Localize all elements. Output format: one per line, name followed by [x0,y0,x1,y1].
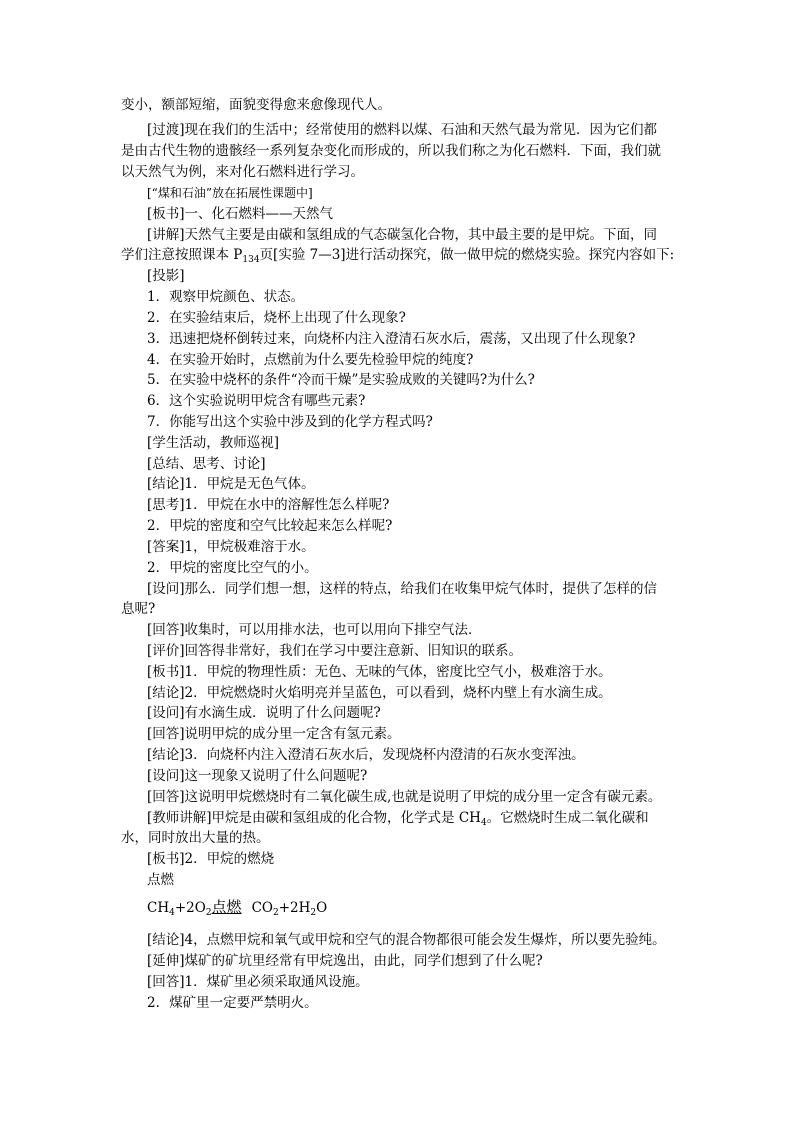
text-span: 页[实验 7—3]进行活动探究，做一做甲烷的燃烧实验。探究内容如下: [259,247,675,263]
text-line: 变小，额部短缩，面貌变得愈来愈像现代人。 [121,97,391,113]
subscript: 134 [242,255,260,265]
subscript: 2 [205,908,212,918]
text-line: 点燃 [147,872,174,888]
text-line: [回答]1．煤矿里必须采取通风设施。 [147,974,369,990]
text-line: 1．观察甲烷颜色、状态。 [147,289,305,305]
text-line: [答案]1，甲烷极难溶于水。 [147,539,315,555]
text-line: [板书]1．甲烷的物理性质：无色、无味的气体，密度比空气小，极难溶于水。 [147,664,612,680]
text-line: 4．在实验开始时，点燃前为什么要先检验甲烷的纯度? [147,352,474,368]
text-line: [回答]这说明甲烷燃烧时有二氧化碳生成,也就是说明了甲烷的成分里一定含有碳元素。 [147,789,662,805]
text-line: 5．在实验中烧杯的条件“冷而干燥”是实验成败的关键吗?为什么? [147,372,535,388]
text-span: O [316,900,328,916]
text-line: [设问]有水滴生成．说明了什么问题呢? [147,705,381,721]
text-line: [设问]那么．同学们想一想，这样的特点，给我们在收集甲烷气体时，提供了怎样的信 [147,581,658,597]
subscript: 4 [480,818,487,828]
text-line: [过渡]现在我们的生活中；经常使用的燃料以煤、石油和天然气最为常见．因为它们都 [147,122,658,138]
text-line: [“煤和石油”放在拓展性课题中] [147,186,313,200]
text-line: [结论]4，点燃甲烷和氧气或甲烷和空气的混合物都很可能会发生爆炸，所以要先验纯。 [147,932,666,948]
text-line [121,246,674,264]
text-span: +2H [278,900,311,916]
text-span: CO [251,900,273,916]
subscript: 2 [272,908,279,918]
text-line: 2．甲烷的密度和空气比较起来怎么样呢? [147,518,393,534]
text-line: 2．甲烷的密度比空气的小。 [147,560,318,576]
text-line: [板书]一、化石燃料——天然气 [147,206,334,222]
text-line: 是由古代生物的遗骸经一系列复杂变化而形成的，所以我们称之为化石燃料．下面，我们就 [121,143,661,159]
text-line: 息呢? [121,601,156,617]
text-line: [结论]3．向烧杯内注入澄清石灰水后，发现烧杯内澄清的石灰水变浑浊。 [147,747,585,763]
text-span: +2O [174,900,206,916]
text-line: 6．这个实验说明甲烷含有哪些元素? [147,393,366,409]
text-line: [设问]这一现象又说明了什么问题呢? [147,768,368,784]
text-line: [学生活动，教师巡视] [147,435,280,451]
text-line: 2．煤矿里一定要严禁明火。 [147,995,318,1011]
text-span: CH [147,900,170,916]
text-line: 水，同时放出大量的热。 [121,830,270,846]
text-line: [回答]收集时，可以用排水法，也可以用向下排空气法． [147,622,482,638]
text-line: [延伸]煤矿的矿坑里经常有甲烷逸出，由此，同学们想到了什么呢? [147,953,543,969]
text-line: [评价]回答得非常好，我们在学习中要注意新、旧知识的联系。 [147,643,523,659]
subscript: 4 [169,908,175,918]
text-line: 3．迅速把烧杯倒转过来，向烧杯内注入澄清石灰水后，震荡，又出现了什么现象? [147,331,636,347]
text-span: [教师讲解]甲烷是由碳和氢组成的化合物，化学式是 CH [147,810,481,826]
text-line: 7．你能写出这个实验中涉及到的化学方程式吗? [147,414,433,430]
text-line: [结论]1．甲烷是无色气体。 [147,476,315,492]
text-line [147,809,649,827]
text-line: [板书]2．甲烷的燃烧 [147,851,275,867]
text-span: 学们注意按照课本 P [121,247,243,263]
reaction-condition: 点燃 [211,898,242,916]
text-line: [总结、思考、讨论] [147,456,266,472]
text-line: [投影] [147,268,185,284]
text-line: [讲解]天然气主要是由碳和氢组成的气态碳氢化合物，其中最主要的是甲烷。下面，同 [147,227,658,243]
text-line: 2．在实验结束后，烧杯上出现了什么现象? [147,310,406,326]
text-line: [思考]1．甲烷在水中的溶解性怎么样呢? [147,497,390,513]
text-span: 。它燃烧时生成二氧化碳和 [486,810,649,826]
subscript: 2 [310,908,317,918]
text-line: [结论]2．甲烷燃烧时火焰明亮并呈蓝色，可以看到，烧杯内壁上有水滴生成。 [147,685,612,701]
text-line: 以天然气为例，来对化石燃料进行学习。 [121,164,364,180]
text-line: [回答]说明甲烷的成分里一定含有氢元素。 [147,726,401,742]
chemical-equation [147,898,327,917]
